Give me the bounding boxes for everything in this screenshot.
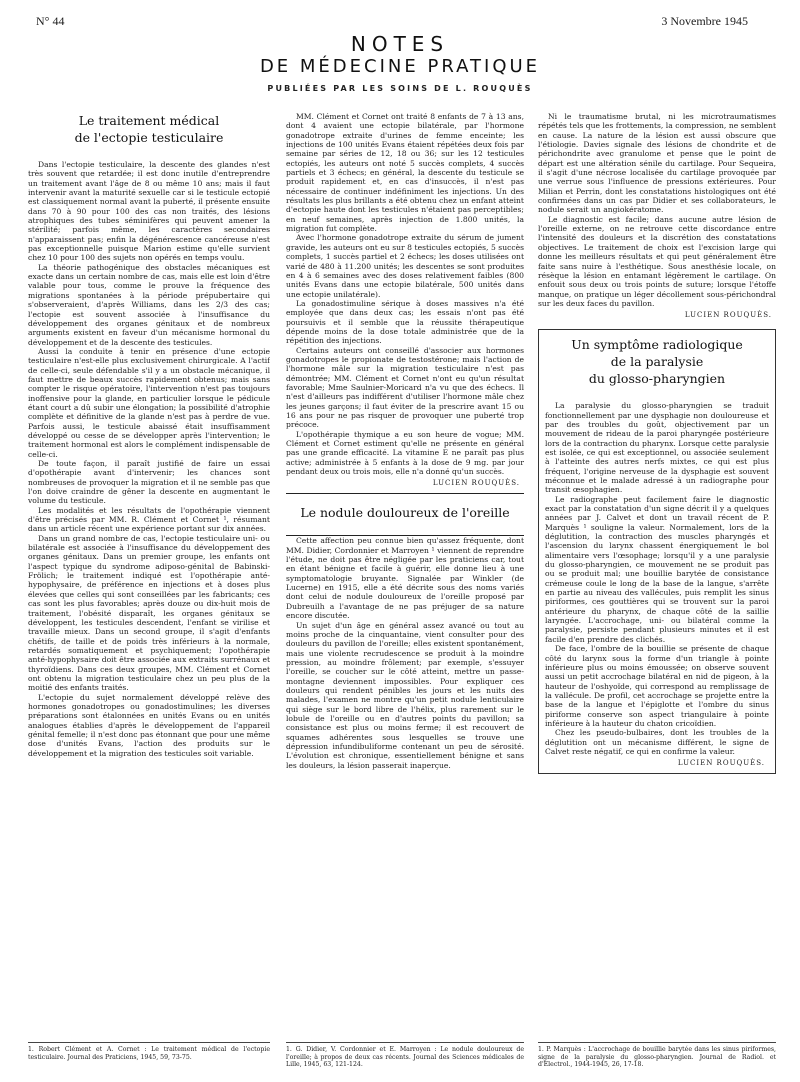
footnote-rule	[538, 1042, 776, 1043]
paragraph: L'opothérapie thymique a eu son heure de vogue; MM. Clément et Cornet estiment qu'elle ne présente en général pas une grande efficacité. La vitamine E ne paraît pas plus active; administrée à 5 enfants à la dose de 9 mg. par jour pendant deux ou trois mois, elle n'a donné qu'un succès.	[286, 429, 524, 477]
masthead-title-line2: DE MÉDECINE PRATIQUE	[259, 56, 541, 77]
paragraph: Avec l'hormone gonadotrope extraite du sérum de jument gravide, les auteurs ont eu sur 8 testicules ectopiés, 5 succès complets, 1 succès partiel et 2 échecs; les doses utilisées ont varié de 480 à 11.200 unités; les descentes se sont produites en 4 à 6 semaines avec des doses relativement faibles (800 unités Evans dans une ectopie bilatérale, 500 unités dans une ectopie unilatérale).	[286, 233, 524, 299]
signature: LUCIEN ROUQUÈS.	[432, 479, 520, 488]
article-title-ectopie	[28, 112, 270, 146]
footnote	[28, 1042, 270, 1061]
footnote-text: 1. P. Marquès : L'accrochage de bouillie barytée dans les sinus piriformes, signe de la paralysie du glosso-pharyngien. Journal de Radiol. et d'Electrol., 1944-1945, 26, 17-18.	[538, 1046, 776, 1069]
paragraph: Aussi la conduite à tenir en présence d'une ectopie testiculaire n'est-elle plus exclusivement chirurgicale. A l'actif de celle-ci, seule défendable s'il y a un obstacle mécanique, il faut mettre de beaux succès rapidement obtenus; mais sans compter le risque opératoire, l'intervention n'est pas toujours inoffensive pour la glande, en particulier lorsque le pédicule étant court a dû subir une élongation; la possibilité d'atrophie complète et définitive de la glande n'est pas à perdre de vue. Parfois aussi, le testicule abaissé était insuffisamment développé ou cesse de se développer après l'intervention; le traitement hormonal est alors le complément indispensable de celle-ci.	[28, 346, 270, 459]
article-title-line: du glosso-pharyngien	[588, 371, 726, 387]
article-title-line: Le traitement médical	[78, 113, 220, 128]
article-title-nodule: Le nodule douloureux de l'oreille	[300, 505, 510, 521]
issue-date: 3 Novembre 1945	[661, 14, 748, 28]
paragraph: Chez les pseudo-bulbaires, dont les troubles de la déglutition ont un mécanisme différent, le signe de Calvet reste négatif, ce qui en confirme la valeur.	[545, 728, 769, 756]
paragraph: La paralysie du glosso-pharyngien se traduit fonctionnellement par une dysphagie non douloureuse et par des troubles du goût, objectivement par un mouvement de rideau de la paroi pharyngée postérieure lors de la contraction du pharynx. Lorsque cette paralysie est isolée, ce qui est exceptionnel, ou associée seulement à l'atteinte des autres nerfs mixtes, ce qui est plus fréquent, l'origine nerveuse de la dysphagie est souvent méconnue et le malade adressé à un radiographe pour transit œsophagien.	[545, 401, 769, 495]
article-box-glosso	[538, 329, 776, 774]
article-title-line: de la paralysie	[610, 354, 704, 370]
article-title-glosso	[545, 336, 769, 387]
footnote	[286, 1042, 524, 1069]
paragraph: Dans l'ectopie testiculaire, la descente des glandes n'est très souvent que retardée; il est donc inutile d'entreprendre un traitement avant l'âge de 8 ou même 10 ans; mais il faut intervenir avant la maturité sexuelle car si le testicule ectopié est classiquement normal avant la puberté, il présente ensuite dans 70 à 90 pour 100 des cas non traités, des lésions atrophiques des tubes séminifères qui peuvent amener la stérilité; parfois même, les caractères secondaires n'apparaissent pas; enfin la dégénérescence cancéreuse n'est pas exceptionnelle puisque Marion estime qu'elle survient chez 10 pour 100 des sujets non opérés en temps voulu.	[28, 160, 270, 263]
paragraph: MM. Clément et Cornet ont traité 8 enfants de 7 à 13 ans, dont 4 avaient une ectopie bilatérale, par l'hormone gonadotrope extraite d'urines de femme enceinte; les injections de 100 unités Evans étaient répétées deux fois par semaine par séries de 12, 18 ou 36; sur les 12 testicules ectopiés, les auteurs ont noté 5 succès complets, 4 succès partiels et 3 échecs; en général, la descente du testicule se produit rapidement et, en cas d'insuccès, il n'est pas nécessaire de continuer indéfiniment les injections. Un des résultats les plus brillants a été obtenu chez un enfant atteint d'ectopie haute dont les testicules n'étaient pas perceptibles; en neuf semaines, après injection de 1.800 unités, la migration fut complète.	[286, 112, 524, 234]
footnote	[538, 1042, 776, 1069]
paragraph: La gonadostimuline sérique à doses massives n'a été employée que dans deux cas; les essais n'ont pas été poursuivis et il semble que la réussite thérapeutique dépende moins de la dose totale administrée que de la répétition des injections.	[286, 298, 524, 346]
footnote-text: 1. G. Didier, V. Cordonnier et E. Marroyen : Le nodule douloureux de l'oreille; à propos de deux cas récents. Journal des Sciences médicales de Lille, 1945, 63, 121-124.	[286, 1046, 524, 1069]
masthead-subtitle: PUBLIÉES PAR LES SOINS DE L. ROUQUÈS	[267, 84, 533, 93]
paragraph: Cette affection peu connue bien qu'assez fréquente, dont MM. Didier, Cordonnier et Marroyen ¹ viennent de reprendre l'étude, ne doit pas être négligée par les praticiens car, tout en étant bénigne et facile à guérir, elle donne lieu à une symptomatologie bruyante. Signalée par Winkler (de Lucerne) en 1915, elle a été décrite sous des noms variés dont celui de nodule douloureux de l'oreille proposé par Dubreuilh a l'avantage de ne pas préjuger de sa nature encore discutée.	[286, 536, 524, 621]
paragraph: Le radiographe peut facilement faire le diagnostic exact par la constatation d'un signe décrit il y a quelques années par J. Calvet et dont un travail récent de P. Marquès ¹ souligne la valeur. Normalement, lors de la déglutition, la contraction des muscles pharyngés et l'ascension du larynx chassent énergiquement le bol alimentaire vers l'œsophage; lorsqu'il y a une paralysie du glosso-pharyngien, ce mouvement ne se produit pas ou se produit mal; une bouillie barytée de consistance crémeuse coule le long de la base de la langue, s'arrête en partie au niveau des vallécules, puis remplit les sinus piriformes, ces gouttières qui se trouvent sur la paroi antérieure du pharynx, de chaque côté de la saillie laryngée. L'accrochage, uni- ou bilatéral comme la paralysie, persiste pendant plusieurs minutes et il est facile d'en prendre des clichés.	[545, 494, 769, 644]
paragraph: L'ectopie du sujet normalement développé relève des hormones gonadotropes ou gonadostimulines; les diverses préparations sont étalonnées en unités Evans ou en unités analogues établies d'après le développement de l'appareil génital femelle; il n'est donc pas étonnant que pour une même dose d'unités Evans, l'action des produits sur le développement et la migration des testicules soit variable.	[28, 692, 270, 758]
paragraph: De face, l'ombre de la bouillie se présente de chaque côté du larynx sous la forme d'un triangle à pointe inférieure plus ou moins émoussée; on observe souvent aussi un petit accrochage bilatéral en nid de pigeon, à la hauteur de l'oshyoïde, qui correspond au remplissage de la vallécule. De profil, cet accrochage se projette entre la base de la langue et l'épiglotte et l'ombre du sinus piriforme conserve son aspect triangulaire à pointe inférieure à la hauteur du chaton cricoïdien.	[545, 644, 769, 728]
footnote-rule	[286, 1042, 524, 1043]
paragraph: De toute façon, il paraît justifié de faire un essai d'opothérapie avant d'intervenir; les chances sont nombreuses de provoquer la migration et il ne semble pas que l'on doive craindre de gêner la descente en augmentant le volume du testicule.	[28, 459, 270, 506]
article-title-line: Un symptôme radiologique	[571, 337, 743, 353]
footnote-rule	[28, 1042, 270, 1043]
footnote-text: 1. Robert Clément et A. Cornet : Le traitement médical de l'ectopie testiculaire. Journal des Praticiens, 1945, 59, 73-75.	[28, 1046, 270, 1061]
article-title-line: de l'ectopie testiculaire	[74, 130, 224, 145]
paragraph: Dans un grand nombre de cas, l'ectopie testiculaire uni- ou bilatérale est associée à l'insuffisance du développement des organes génitaux. Dans un premier groupe, les enfants ont l'aspect typique du syndrome adiposo-génital de Babinski-Frölich; le traitement indiqué est l'opothérapie anté-hypophysaire, de préférence en injections et à doses plus élevées que celles qui sont conseillées par les fabricants; ces cas sont les plus favorables; après douze ou dix-huit mois de traitement, l'obésité disparaît, les organes génitaux se développent, les testicules descendent, l'enfant se virilise et travaille mieux. Dans un second groupe, il s'agit d'enfants chétifs, de taille et de poids très inférieurs à la normale, retardés somatiquement et psychiquement; l'opothérapie anté-hypophysaire doit être associée aux extraits surrénaux et thyroïdiens. Dans ces deux groupes, MM. Clément et Cornet ont obtenu la migration testiculaire chez un peu plus de la moitié des enfants traités.	[28, 533, 270, 693]
paragraph: Le diagnostic est facile; dans aucune autre lésion de l'oreille externe, on ne retrouve cette discordance entre l'intensité des douleurs et la discrétion des constatations objectives. Le traitement de choix est l'excision large qui donne les meilleurs résultats et qui peut généralement être faite sans nuire à l'esthétique. Sous anesthésie locale, on résèque la lésion en entamant légèrement le cartilage. On enfouit sous deux ou trois points de suture; lorsque l'étoffe manque, on pratique un léger décollement sous-périchondral sur les deux faces du pavillon.	[538, 214, 776, 308]
signature: LUCIEN ROUQUÈS.	[684, 311, 772, 320]
paragraph: Les modalités et les résultats de l'opothérapie viennent d'être précisés par MM. R. Clément et Cornet ¹, résumant dans un article récent une expérience portant sur dix années.	[28, 505, 270, 534]
paragraph: Un sujet d'un âge en général assez avancé ou tout au moins proche de la cinquantaine, vient consulter pour des douleurs du pavillon de l'oreille; elles existent spontanément, mais une violente recrudescence se produit à la moindre pression, au moindre frôlement; par exemple, s'essuyer l'oreille, se coucher sur le côté atteint, mettre un passe-montagne deviennent impossibles. Pour expliquer ces douleurs qui rendent pénibles les jours et les nuits des malades, l'examen ne montre qu'un petit nodule lenticulaire qui siège sur le bord libre de l'hélix, plus rarement sur le lobule de l'oreille ou en d'autres points du pavillon; sa consistance est plus ou moins ferme; il est recouvert de squames adhérentes sous lesquelles se trouve une dépression infundibuliforme contenant un peu de sérosité. L'évolution est chronique, essentiellement bénigne et sans les douleurs, la lésion passerait inaperçue.	[286, 620, 524, 770]
column-2	[286, 112, 524, 1045]
column-1	[28, 112, 270, 1045]
issue-number: N° 44	[36, 14, 65, 28]
paragraph: La théorie pathogénique des obstacles mécaniques est exacte dans un certain nombre de cas, mais elle est loin d'être valable pour tous, comme le prouve la fréquence des migrations spontanées à la période prépubertaire qui s'observeraient, d'après Williams, dans les 2/3 des cas; l'ectopie est souvent associée à l'insuffisance du développement des organes génitaux et de nombreux arguments existent en faveur d'un mécanisme hormonal du développement et de la descente des testicules.	[28, 262, 270, 347]
masthead-title-line1: NOTES	[350, 32, 450, 56]
signature: LUCIEN ROUQUÈS.	[677, 759, 765, 768]
divider	[286, 493, 524, 494]
paragraph: Certains auteurs ont conseillé d'associer aux hormones gonadotropes le propionate de testostérone; mais l'action de l'hormone mâle sur la migration testiculaire n'est pas démontrée; MM. Clément et Cornet n'ont eu qu'un résultat favorable; Mme Saulnier-Moricard n'a vu que des échecs. Il n'est d'ailleurs pas indifférent d'utiliser l'hormone mâle chez les jeunes garçons; il faut éviter de la prescrire avant 15 ou 16 ans pour ne pas risquer de provoquer une puberté trop précoce.	[286, 345, 524, 430]
paragraph: Ni le traumatisme brutal, ni les microtraumatismes répétés tels que les frottements, la compression, ne semblent en cause. La nature de la lésion est aussi obscure que l'étiologie. Davies signale des lésions de chondrite et de périchondrite avec granulome et pense que le point de départ est une altération sénile du cartilage. Pour Sequeira, il s'agit d'une nécrose localisée du cartilage provoquée par une verrue sous l'influence de pressions extérieures. Pour Milian et Perrin, dont les constatations histologiques ont été confirmées dans un cas par Didier et ses collaborateurs, le nodule serait un angiokératome.	[538, 112, 776, 215]
column-3	[538, 112, 776, 1045]
